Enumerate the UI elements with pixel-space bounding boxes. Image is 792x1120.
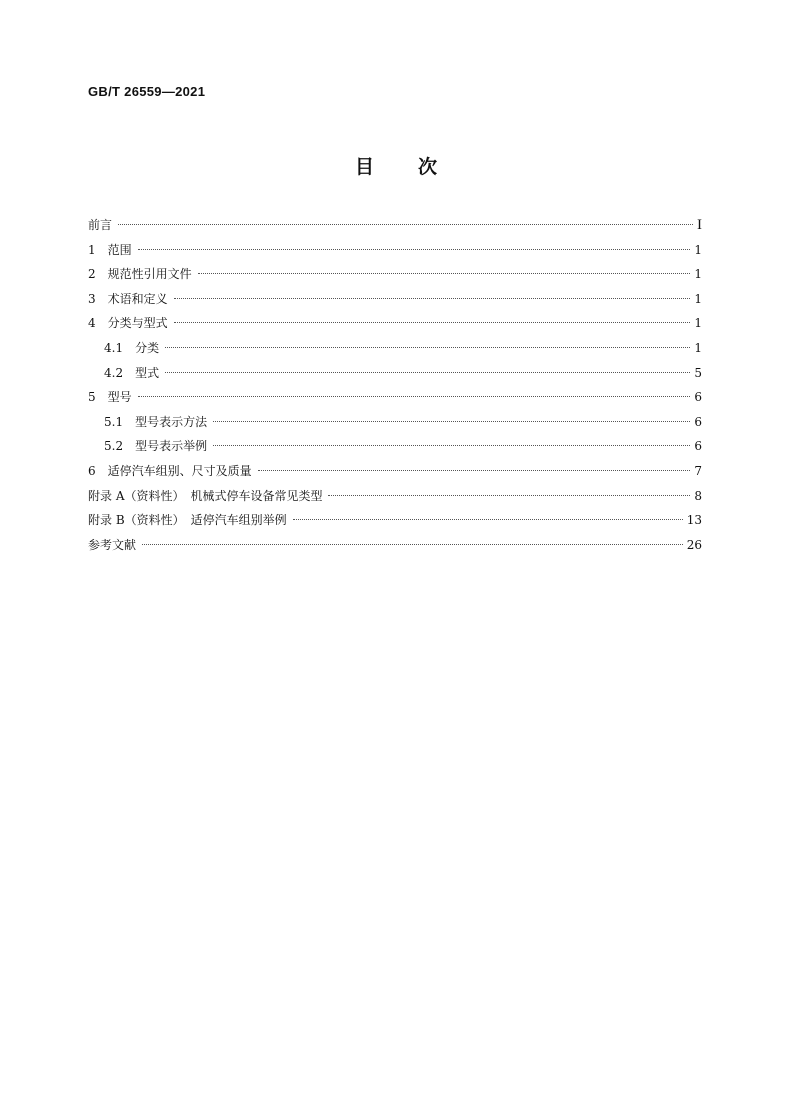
toc-entry-normative-references[interactable] bbox=[88, 265, 702, 290]
toc-entry-page: 6 bbox=[694, 390, 702, 405]
dot-leader bbox=[174, 298, 691, 299]
toc-entry-page: 1 bbox=[694, 267, 702, 282]
dot-leader bbox=[165, 372, 690, 373]
toc-entry-foreword[interactable] bbox=[88, 216, 702, 241]
toc-entry-label: 6 适停汽车组别、尺寸及质量 bbox=[88, 463, 252, 478]
standard-code: GB/T 26559—2021 bbox=[88, 84, 206, 99]
dot-leader bbox=[213, 445, 690, 446]
title-char-2: 次 bbox=[418, 156, 438, 178]
toc-entry-vehicle-groups[interactable] bbox=[88, 462, 702, 487]
toc-entry-classification[interactable] bbox=[88, 314, 702, 339]
dot-leader bbox=[174, 322, 691, 323]
toc-entry-page: 1 bbox=[694, 316, 702, 331]
dot-leader bbox=[142, 544, 683, 545]
toc-entry-label: 附录 B（资料性） 适停汽车组别举例 bbox=[88, 513, 287, 528]
toc-entry-4-2[interactable] bbox=[88, 364, 702, 389]
toc-entry-model[interactable] bbox=[88, 388, 702, 413]
dot-leader bbox=[293, 519, 683, 520]
toc-entry-page: 26 bbox=[686, 537, 702, 552]
dot-leader bbox=[258, 470, 691, 471]
toc-entry-label: 5 型号 bbox=[88, 390, 132, 405]
toc-entry-page: 6 bbox=[694, 439, 702, 454]
toc-entry-label: 5.1 型号表示方法 bbox=[104, 414, 208, 429]
dot-leader bbox=[165, 347, 690, 348]
toc-entry-label: 附录 A（资料性） 机械式停车设备常见类型 bbox=[88, 488, 323, 503]
toc-entry-page: 5 bbox=[694, 365, 702, 380]
toc-entry-page: 1 bbox=[694, 340, 702, 355]
toc-entry-label: 4 分类与型式 bbox=[88, 316, 168, 331]
toc-entry-label: 3 术语和定义 bbox=[88, 291, 168, 306]
dot-leader bbox=[328, 495, 690, 496]
toc-entry-page: 8 bbox=[694, 488, 702, 503]
toc-entry-scope[interactable] bbox=[88, 241, 702, 266]
page-title bbox=[0, 152, 792, 179]
toc-entry-page: 7 bbox=[694, 463, 702, 478]
toc-entry-label: 4.1 分类 bbox=[104, 340, 160, 355]
table-of-contents bbox=[88, 216, 702, 560]
toc-entry-label: 2 规范性引用文件 bbox=[88, 267, 192, 282]
toc-entry-4-1[interactable] bbox=[88, 339, 702, 364]
toc-entry-annex-b[interactable] bbox=[88, 511, 702, 536]
dot-leader bbox=[213, 421, 690, 422]
toc-entry-label: 5.2 型号表示举例 bbox=[104, 439, 208, 454]
toc-entry-bibliography[interactable] bbox=[88, 536, 702, 561]
toc-entry-label: 前言 bbox=[88, 218, 113, 232]
toc-entry-label: 4.2 型式 bbox=[104, 365, 160, 380]
toc-entry-5-1[interactable] bbox=[88, 413, 702, 438]
toc-entry-page: 1 bbox=[694, 242, 702, 257]
toc-entry-page: I bbox=[697, 217, 702, 233]
dot-leader bbox=[138, 249, 691, 250]
title-char-1: 目 bbox=[354, 156, 374, 178]
toc-entry-page: 6 bbox=[694, 414, 702, 429]
toc-entry-terms[interactable] bbox=[88, 290, 702, 315]
toc-entry-5-2[interactable] bbox=[88, 437, 702, 462]
toc-entry-page: 13 bbox=[686, 513, 702, 528]
toc-entry-label: 1 范围 bbox=[88, 242, 132, 257]
dot-leader bbox=[118, 224, 693, 225]
toc-entry-label: 参考文献 bbox=[88, 537, 137, 552]
toc-entry-annex-a[interactable] bbox=[88, 487, 702, 512]
toc-entry-page: 1 bbox=[694, 291, 702, 306]
dot-leader bbox=[198, 273, 691, 274]
dot-leader bbox=[138, 396, 691, 397]
